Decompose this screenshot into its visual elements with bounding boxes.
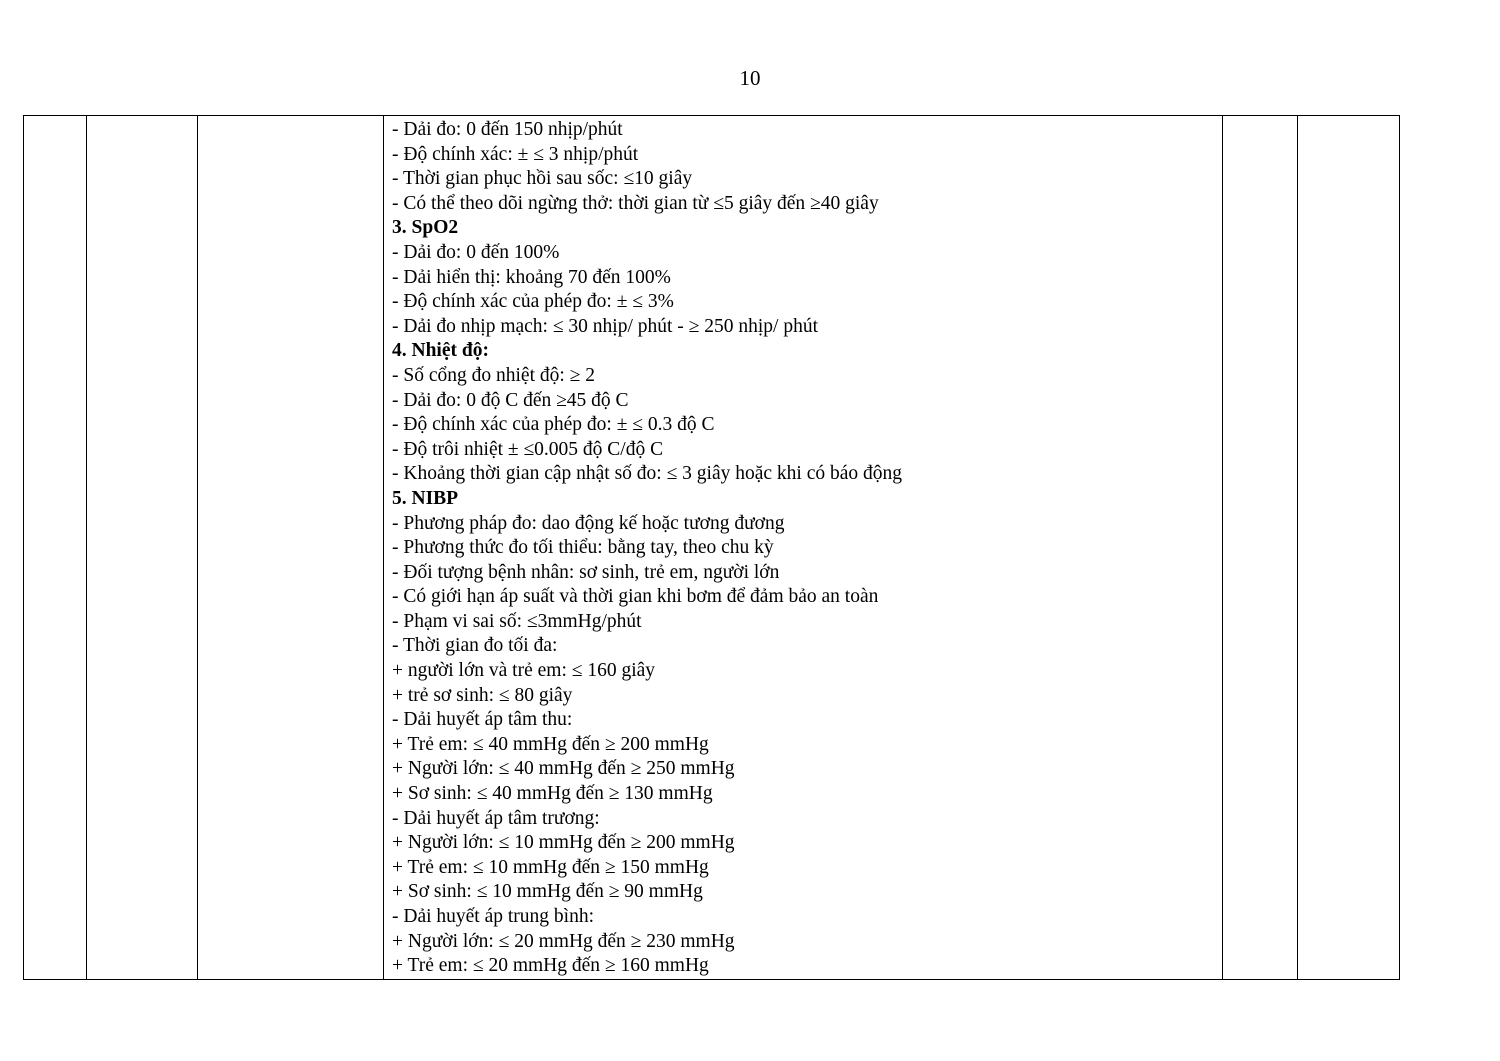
spec-line: - Dải hiển thị: khoảng 70 đến 100% (392, 266, 671, 288)
cell-column-3 (198, 116, 384, 980)
spec-line: + Người lớn: ≤ 40 mmHg đến ≥ 250 mmHg (392, 758, 735, 780)
spec-line: - Dải đo: 0 đến 100% (392, 241, 560, 263)
spec-line: - Độ trôi nhiệt ± ≤0.005 độ C/độ C (392, 438, 664, 460)
spec-line: - Thời gian phục hồi sau sốc: ≤10 giây (392, 168, 693, 190)
spec-line: - Đối tượng bệnh nhân: sơ sinh, trẻ em, người lớn (392, 561, 780, 583)
spec-line: + Người lớn: ≤ 20 mmHg đến ≥ 230 mmHg (392, 930, 735, 952)
cell-column-5 (1223, 116, 1298, 980)
spec-table (23, 115, 1400, 980)
cell-column-6 (1298, 116, 1400, 980)
spec-line: - Có thể theo dõi ngừng thở: thời gian từ ≤5 giây đến ≥40 giây (392, 192, 879, 214)
spec-line: - Độ chính xác của phép đo: ± ≤ 3% (392, 291, 674, 313)
spec-line: + Trẻ em: ≤ 40 mmHg đến ≥ 200 mmHg (392, 733, 709, 755)
spec-line: - Dải đo: 0 độ C đến ≥45 độ C (392, 389, 629, 411)
section-heading: 4. Nhiệt độ: (392, 340, 489, 362)
spec-line: - Dải huyết áp tâm thu: (392, 709, 573, 731)
spec-line: + Trẻ em: ≤ 20 mmHg đến ≥ 160 mmHg (392, 955, 709, 977)
table-row (24, 116, 1400, 980)
spec-line: - Dải đo nhịp mạch: ≤ 30 nhịp/ phút - ≥ 250 nhịp/ phút (392, 315, 818, 337)
spec-line: - Có giới hạn áp suất và thời gian khi bơm để đảm bảo an toàn (392, 586, 879, 608)
spec-line: - Số cổng đo nhiệt độ: ≥ 2 (392, 364, 595, 386)
spec-line: - Dải huyết áp trung bình: (392, 906, 594, 927)
page-number: 10 (739, 66, 761, 90)
spec-line: - Phạm vi sai số: ≤3mmHg/phút (392, 610, 642, 632)
spec-line: - Dải đo: 0 đến 150 nhịp/phút (392, 119, 623, 140)
section-heading: 5. NIBP (392, 487, 459, 509)
spec-line: - Dải huyết áp tâm trương: (392, 807, 600, 829)
spec-line: + Sơ sinh: ≤ 10 mmHg đến ≥ 90 mmHg (392, 881, 703, 903)
cell-column-1 (24, 116, 87, 980)
spec-line: + Người lớn: ≤ 10 mmHg đến ≥ 200 mmHg (392, 832, 735, 854)
spec-line: - Khoảng thời gian cập nhật số đo: ≤ 3 giây hoặc khi có báo động (392, 463, 903, 485)
section-heading: 3. SpO2 (392, 217, 459, 239)
spec-line: - Phương thức đo tối thiểu: bằng tay, theo chu kỳ (392, 537, 774, 559)
cell-column-2 (87, 116, 198, 980)
spec-line: - Phương pháp đo: dao động kế hoặc tương đương (392, 512, 785, 534)
spec-line: - Độ chính xác: ± ≤ 3 nhịp/phút (392, 143, 639, 165)
spec-line: + Trẻ em: ≤ 10 mmHg đến ≥ 150 mmHg (392, 856, 709, 878)
spec-line: + Sơ sinh: ≤ 40 mmHg đến ≥ 130 mmHg (392, 783, 713, 805)
spec-line: - Độ chính xác của phép đo: ± ≤ 0.3 độ C (392, 414, 715, 436)
spec-line: + người lớn và trẻ em: ≤ 160 giây (392, 660, 656, 682)
spec-content-cell (384, 116, 1223, 980)
spec-line: + trẻ sơ sinh: ≤ 80 giây (392, 684, 573, 706)
spec-line: - Thời gian đo tối đa: (392, 635, 558, 657)
